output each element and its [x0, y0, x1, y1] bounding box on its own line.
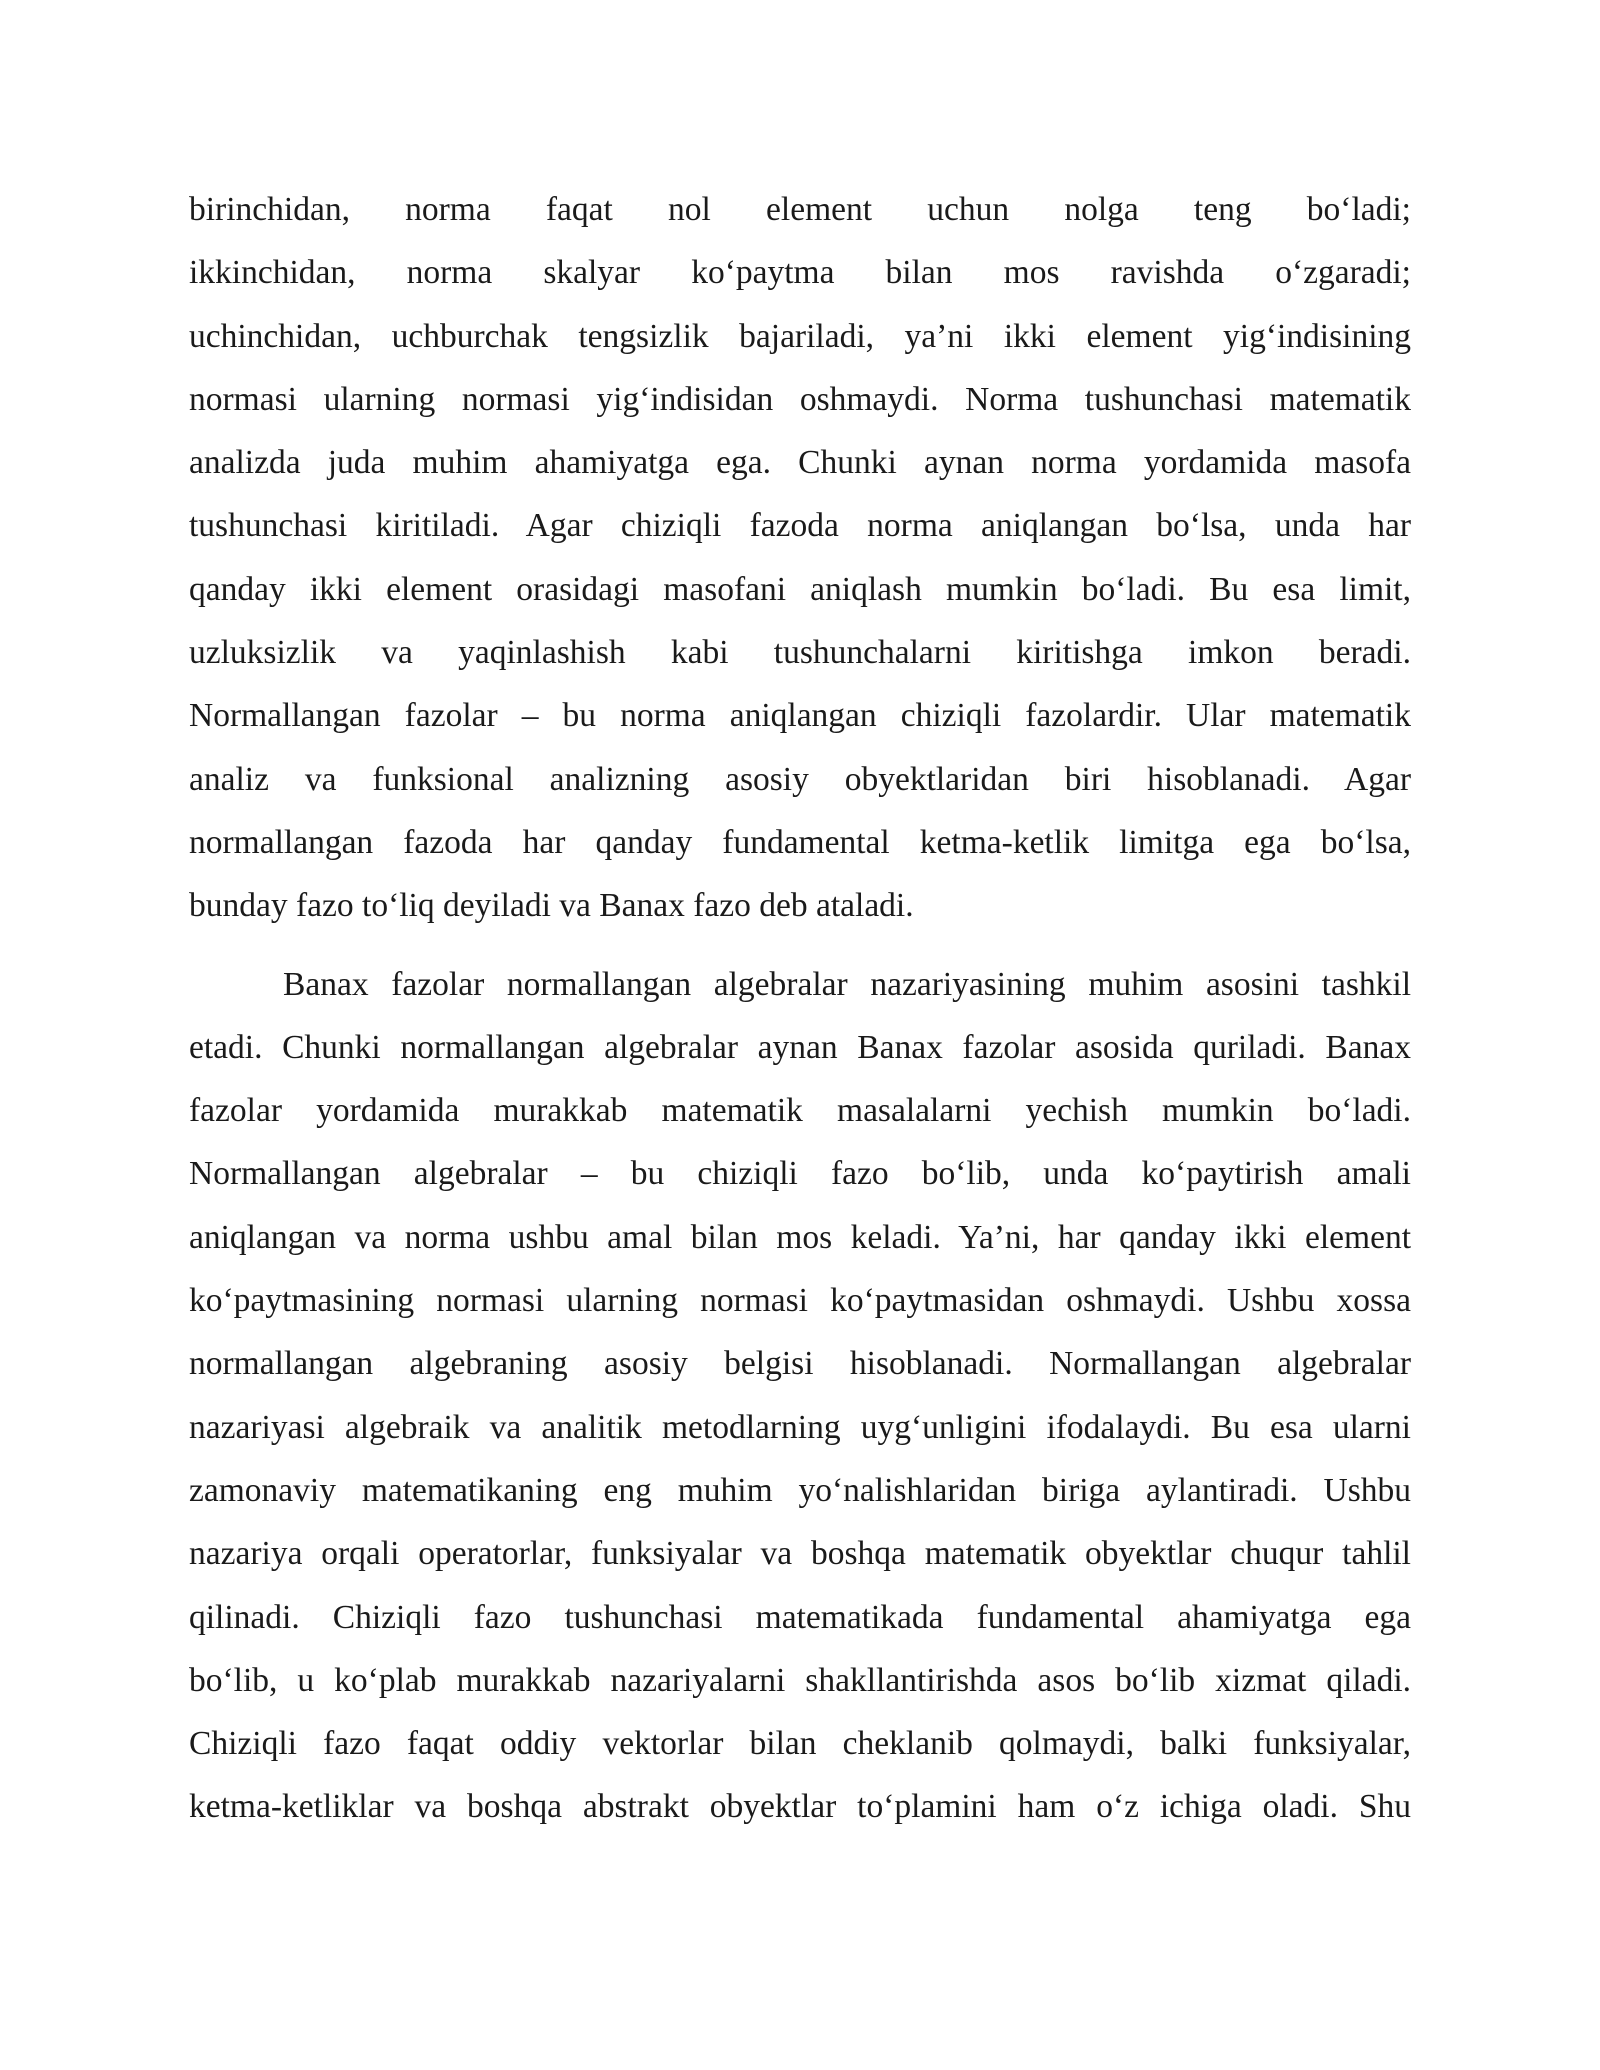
text-line: qilinadi. Chiziqli fazo tushunchasi matematikada fundamental ahamiyatga ega [189, 1598, 1411, 1636]
text-line: normallangan fazoda har qanday fundamental ketma-ketlik limitga ega bo‘lsa, [189, 823, 1411, 861]
text-line: ko‘paytmasining normasi ularning normasi ko‘paytmasidan oshmaydi. Ushbu xossa [189, 1282, 1411, 1320]
text-line: tushunchasi kiritiladi. Agar chiziqli fazoda norma aniqlangan bo‘lsa, unda har [189, 507, 1411, 545]
text-line: qanday ikki element orasidagi masofani aniqlash mumkin bo‘ladi. Bu esa limit, [189, 570, 1411, 608]
text-line: Normallangan algebralar – bu chiziqli fazo bo‘lib, unda ko‘paytirish amali [189, 1155, 1411, 1193]
text-line: zamonaviy matematikaning eng muhim yo‘nalishlaridan biriga aylantiradi. Ushbu [189, 1471, 1411, 1509]
text-line: bo‘lib, u ko‘plab murakkab nazariyalarni shakllantirishda asos bo‘lib xizmat qiladi. [189, 1661, 1411, 1699]
text-line: uzluksizlik va yaqinlashish kabi tushunchalarni kiritishga imkon beradi. [189, 634, 1411, 672]
text-line: birinchidan, norma faqat nol element uchun nolga teng bo‘ladi; [189, 191, 1411, 228]
text-line: Normallangan fazolar – bu norma aniqlangan chiziqli fazolardir. Ular matematik [189, 697, 1411, 735]
text-line: ikkinchidan, norma skalyar ko‘paytma bilan mos ravishda o‘zgaradi; [189, 254, 1411, 292]
body-text [189, 178, 1411, 1839]
text-line: fazolar yordamida murakkab matematik masalalarni yechish mumkin bo‘ladi. [189, 1092, 1411, 1130]
text-line: Chiziqli fazo faqat oddiy vektorlar bilan cheklanib qolmaydi, balki funksiyalar, [189, 1725, 1411, 1763]
text-line: uchinchidan, uchburchak tengsizlik bajariladi, ya’ni ikki element yig‘indisining [189, 317, 1411, 355]
text-line: nazariya orqali operatorlar, funksiyalar va boshqa matematik obyektlar chuqur tahlil [189, 1535, 1411, 1573]
paragraph-2 [189, 953, 1411, 1839]
text-line: bunday fazo to‘liq deyiladi va Banax fazo deb ataladi. [189, 887, 914, 925]
text-line: analiz va funksional analizning asosiy obyektlaridan biri hisoblanadi. Agar [189, 760, 1411, 798]
paragraph-gap [189, 938, 1411, 953]
text-line: nazariyasi algebraik va analitik metodlarning uyg‘unligini ifodalaydi. Bu esa ularni [189, 1408, 1411, 1446]
text-line: aniqlangan va norma ushbu amal bilan mos keladi. Ya’ni, har qanday ikki element [189, 1218, 1411, 1256]
text-line: ketma-ketliklar va boshqa abstrakt obyektlar to‘plamini ham o‘z ichiga oladi. Shu [189, 1788, 1411, 1826]
text-line: normallangan algebraning asosiy belgisi hisoblanadi. Normallangan algebralar [189, 1345, 1411, 1383]
text-line: normasi ularning normasi yig‘indisidan oshmaydi. Norma tushunchasi matematik [189, 380, 1411, 418]
text-line: etadi. Chunki normallangan algebralar aynan Banax fazolar asosida quriladi. Banax [189, 1028, 1411, 1066]
text-line: Banax fazolar normallangan algebralar nazariyasining muhim asosini tashkil [283, 965, 1411, 1003]
paragraph-1 [189, 178, 1411, 938]
text-line: analizda juda muhim ahamiyatga ega. Chunki aynan norma yordamida masofa [189, 444, 1411, 482]
